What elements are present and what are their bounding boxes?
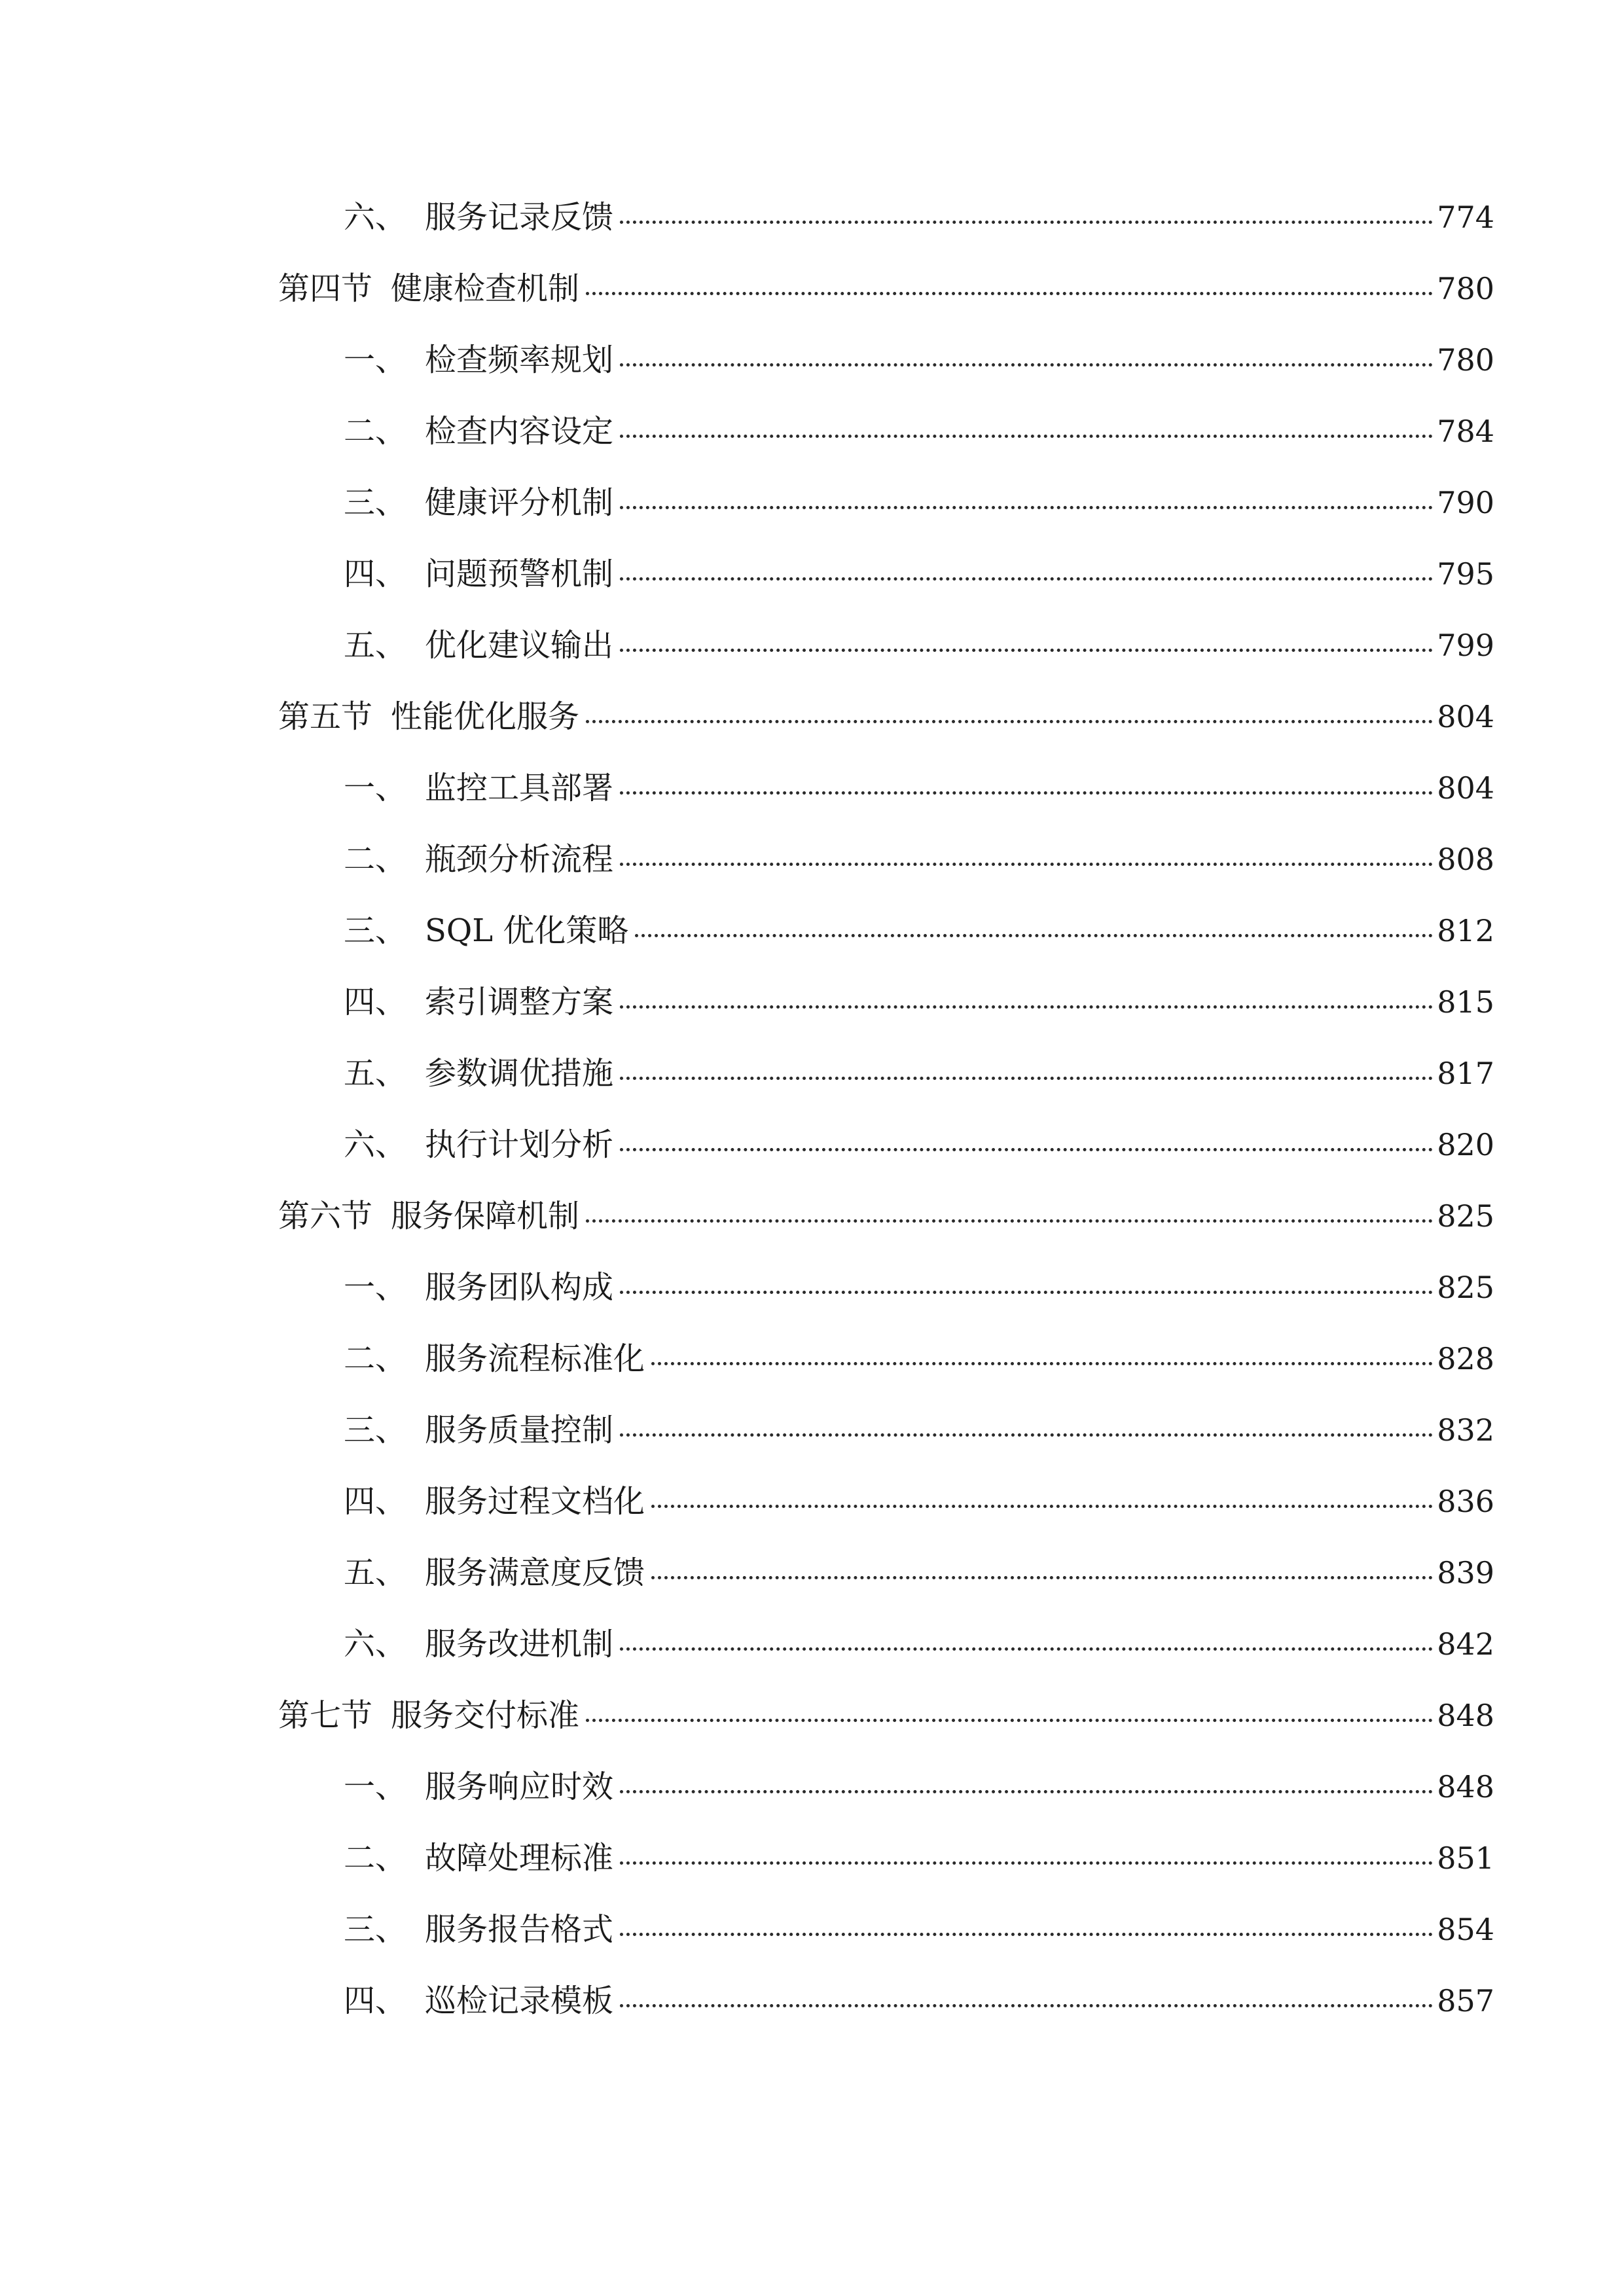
toc-entry[interactable] xyxy=(278,1975,1494,2027)
dot-leader xyxy=(620,1004,1433,1009)
toc-entry-page: 857 xyxy=(1437,1983,1494,2018)
toc-entry-number: 第四节 xyxy=(278,270,373,307)
toc-entry-number: 五、 xyxy=(344,1554,407,1591)
dot-leader xyxy=(620,1147,1433,1151)
dot-leader xyxy=(586,719,1433,723)
toc-entry-title: 监控工具部署 xyxy=(425,770,614,806)
toc-entry-number: 一、 xyxy=(344,1269,407,1306)
toc-entry[interactable] xyxy=(278,548,1494,600)
toc-entry-title: 服务报告格式 xyxy=(425,1911,614,1948)
dot-leader xyxy=(620,505,1433,509)
toc-entry-page: 812 xyxy=(1437,913,1494,948)
toc-entry-number: 五、 xyxy=(344,627,407,664)
toc-entry-title: 参数调优措施 xyxy=(425,1055,614,1092)
toc-entry-number: 二、 xyxy=(344,1840,407,1876)
toc-entry-title: 服务保障机制 xyxy=(391,1198,580,1234)
toc-entry-number: 四、 xyxy=(344,984,407,1020)
toc-entry-number: 一、 xyxy=(344,770,407,806)
toc-entry-page: 825 xyxy=(1437,1198,1494,1234)
toc-entry-page: 817 xyxy=(1437,1056,1494,1091)
toc-entry-title: 服务团队构成 xyxy=(425,1269,614,1306)
toc-entry-page: 780 xyxy=(1437,342,1494,378)
toc-entry-page: 848 xyxy=(1437,1698,1494,1733)
toc-entry[interactable] xyxy=(278,1119,1494,1171)
toc-entry-page: 804 xyxy=(1437,699,1494,734)
toc-entry-page: 799 xyxy=(1437,628,1494,663)
toc-entry-page: 839 xyxy=(1437,1555,1494,1590)
dot-leader xyxy=(620,647,1433,652)
dot-leader xyxy=(586,291,1433,295)
toc-entry-number: 五、 xyxy=(344,1055,407,1092)
toc-entry[interactable] xyxy=(278,905,1494,957)
toc-entry[interactable] xyxy=(278,976,1494,1028)
dot-leader xyxy=(586,1218,1433,1223)
toc-entry-page: 836 xyxy=(1437,1484,1494,1519)
toc-entry-page: 795 xyxy=(1437,556,1494,592)
toc-entry[interactable] xyxy=(278,1333,1494,1385)
toc-entry-page: 828 xyxy=(1437,1341,1494,1376)
toc-entry-title: 服务质量控制 xyxy=(425,1412,614,1448)
toc-entry-number: 六、 xyxy=(344,199,407,236)
toc-entry-page: 854 xyxy=(1437,1912,1494,1947)
toc-entry-title: 执行计划分析 xyxy=(425,1126,614,1163)
toc-entry-title: 服务满意度反馈 xyxy=(425,1554,645,1591)
dot-leader xyxy=(620,1789,1433,1793)
toc-entry[interactable] xyxy=(278,1475,1494,1528)
toc-entry-page: 842 xyxy=(1437,1626,1494,1662)
dot-leader xyxy=(620,1432,1433,1437)
dot-leader xyxy=(620,790,1433,795)
toc-entry[interactable] xyxy=(278,619,1494,672)
toc-entry[interactable] xyxy=(278,1547,1494,1599)
toc-entry-number: 第七节 xyxy=(278,1697,373,1734)
toc-entry-number: 三、 xyxy=(344,484,407,521)
dot-leader xyxy=(620,1075,1433,1080)
dot-leader xyxy=(651,1575,1433,1579)
toc-entry-number: 二、 xyxy=(344,1340,407,1377)
dot-leader xyxy=(651,1361,1433,1365)
toc-entry[interactable] xyxy=(278,762,1494,814)
toc-entry-title: 服务响应时效 xyxy=(425,1768,614,1805)
toc-entry[interactable] xyxy=(278,1832,1494,1884)
dot-leader xyxy=(620,1931,1433,1936)
toc-entry-title: 瓶颈分析流程 xyxy=(425,841,614,878)
toc-entry-number: 一、 xyxy=(344,342,407,378)
toc-entry-title: 服务过程文档化 xyxy=(425,1483,645,1520)
toc-section-heading[interactable] xyxy=(278,1689,1494,1742)
toc-entry-page: 784 xyxy=(1437,414,1494,449)
toc-entry-number: 一、 xyxy=(344,1768,407,1805)
toc-entry-page: 848 xyxy=(1437,1769,1494,1804)
toc-entry-title: 健康评分机制 xyxy=(425,484,614,521)
toc-entry-title: 检查频率规划 xyxy=(425,342,614,378)
toc-entry-title: 健康检查机制 xyxy=(391,270,580,307)
toc-entry[interactable] xyxy=(278,191,1494,243)
toc-entry-number: 二、 xyxy=(344,841,407,878)
dot-leader xyxy=(586,1717,1433,1722)
dot-leader xyxy=(620,362,1433,367)
dot-leader xyxy=(620,1860,1433,1865)
toc-entry-number: 三、 xyxy=(344,1412,407,1448)
toc-entry-number: 四、 xyxy=(344,556,407,592)
toc-entry[interactable] xyxy=(278,1618,1494,1670)
toc-entry-title: 问题预警机制 xyxy=(425,556,614,592)
toc-entry-title: 故障处理标准 xyxy=(425,1840,614,1876)
toc-entry-number: 第六节 xyxy=(278,1198,373,1234)
toc-entry-number: 三、 xyxy=(344,912,407,949)
dot-leader xyxy=(620,1289,1433,1294)
toc-entry[interactable] xyxy=(278,476,1494,529)
dot-leader xyxy=(620,1646,1433,1651)
toc-entry-number: 四、 xyxy=(344,1483,407,1520)
toc-entry-title: 检查内容设定 xyxy=(425,413,614,450)
toc-entry-page: 851 xyxy=(1437,1840,1494,1876)
toc-entry[interactable] xyxy=(278,1047,1494,1100)
toc-entry[interactable] xyxy=(278,334,1494,386)
toc-entry-number: 三、 xyxy=(344,1911,407,1948)
toc-entry-title: SQL 优化策略 xyxy=(425,912,629,949)
dot-leader xyxy=(620,433,1433,438)
dot-leader xyxy=(620,576,1433,581)
dot-leader xyxy=(620,219,1433,224)
toc-entry-title: 索引调整方案 xyxy=(425,984,614,1020)
toc-entry-title: 性能优化服务 xyxy=(391,698,580,735)
toc-entry[interactable] xyxy=(278,1261,1494,1314)
toc-entry-title: 服务流程标准化 xyxy=(425,1340,645,1377)
toc-entry[interactable] xyxy=(278,405,1494,457)
toc-entry-page: 808 xyxy=(1437,842,1494,877)
toc-section-heading[interactable] xyxy=(278,262,1494,315)
dot-leader xyxy=(651,1503,1433,1508)
toc-entry-title: 服务改进机制 xyxy=(425,1626,614,1662)
toc-entry-page: 804 xyxy=(1437,770,1494,806)
toc-entry-title: 服务记录反馈 xyxy=(425,199,614,236)
toc-entry-title: 优化建议输出 xyxy=(425,627,614,664)
dot-leader xyxy=(620,2003,1433,2007)
toc-entry-title: 巡检记录模板 xyxy=(425,1982,614,2019)
toc-entry[interactable] xyxy=(278,1761,1494,1813)
toc-entry-number: 六、 xyxy=(344,1126,407,1163)
toc-entry-page: 774 xyxy=(1437,200,1494,235)
toc-entry-page: 780 xyxy=(1437,271,1494,306)
dot-leader xyxy=(635,933,1433,937)
toc-entry-number: 六、 xyxy=(344,1626,407,1662)
toc-entry-page: 820 xyxy=(1437,1127,1494,1162)
toc-entry-title: 服务交付标准 xyxy=(391,1697,580,1734)
toc-entry[interactable] xyxy=(278,833,1494,886)
dot-leader xyxy=(620,861,1433,866)
toc-entry-page: 832 xyxy=(1437,1412,1494,1448)
toc-entry[interactable] xyxy=(278,1903,1494,1956)
toc-entry[interactable] xyxy=(278,1404,1494,1456)
toc-section-heading[interactable] xyxy=(278,691,1494,743)
toc-section-heading[interactable] xyxy=(278,1190,1494,1242)
toc-entry-number: 四、 xyxy=(344,1982,407,2019)
toc-entry-number: 二、 xyxy=(344,413,407,450)
toc-entry-page: 815 xyxy=(1437,984,1494,1020)
toc-entry-page: 790 xyxy=(1437,485,1494,520)
toc-entry-number: 第五节 xyxy=(278,698,373,735)
toc-entry-page: 825 xyxy=(1437,1270,1494,1305)
